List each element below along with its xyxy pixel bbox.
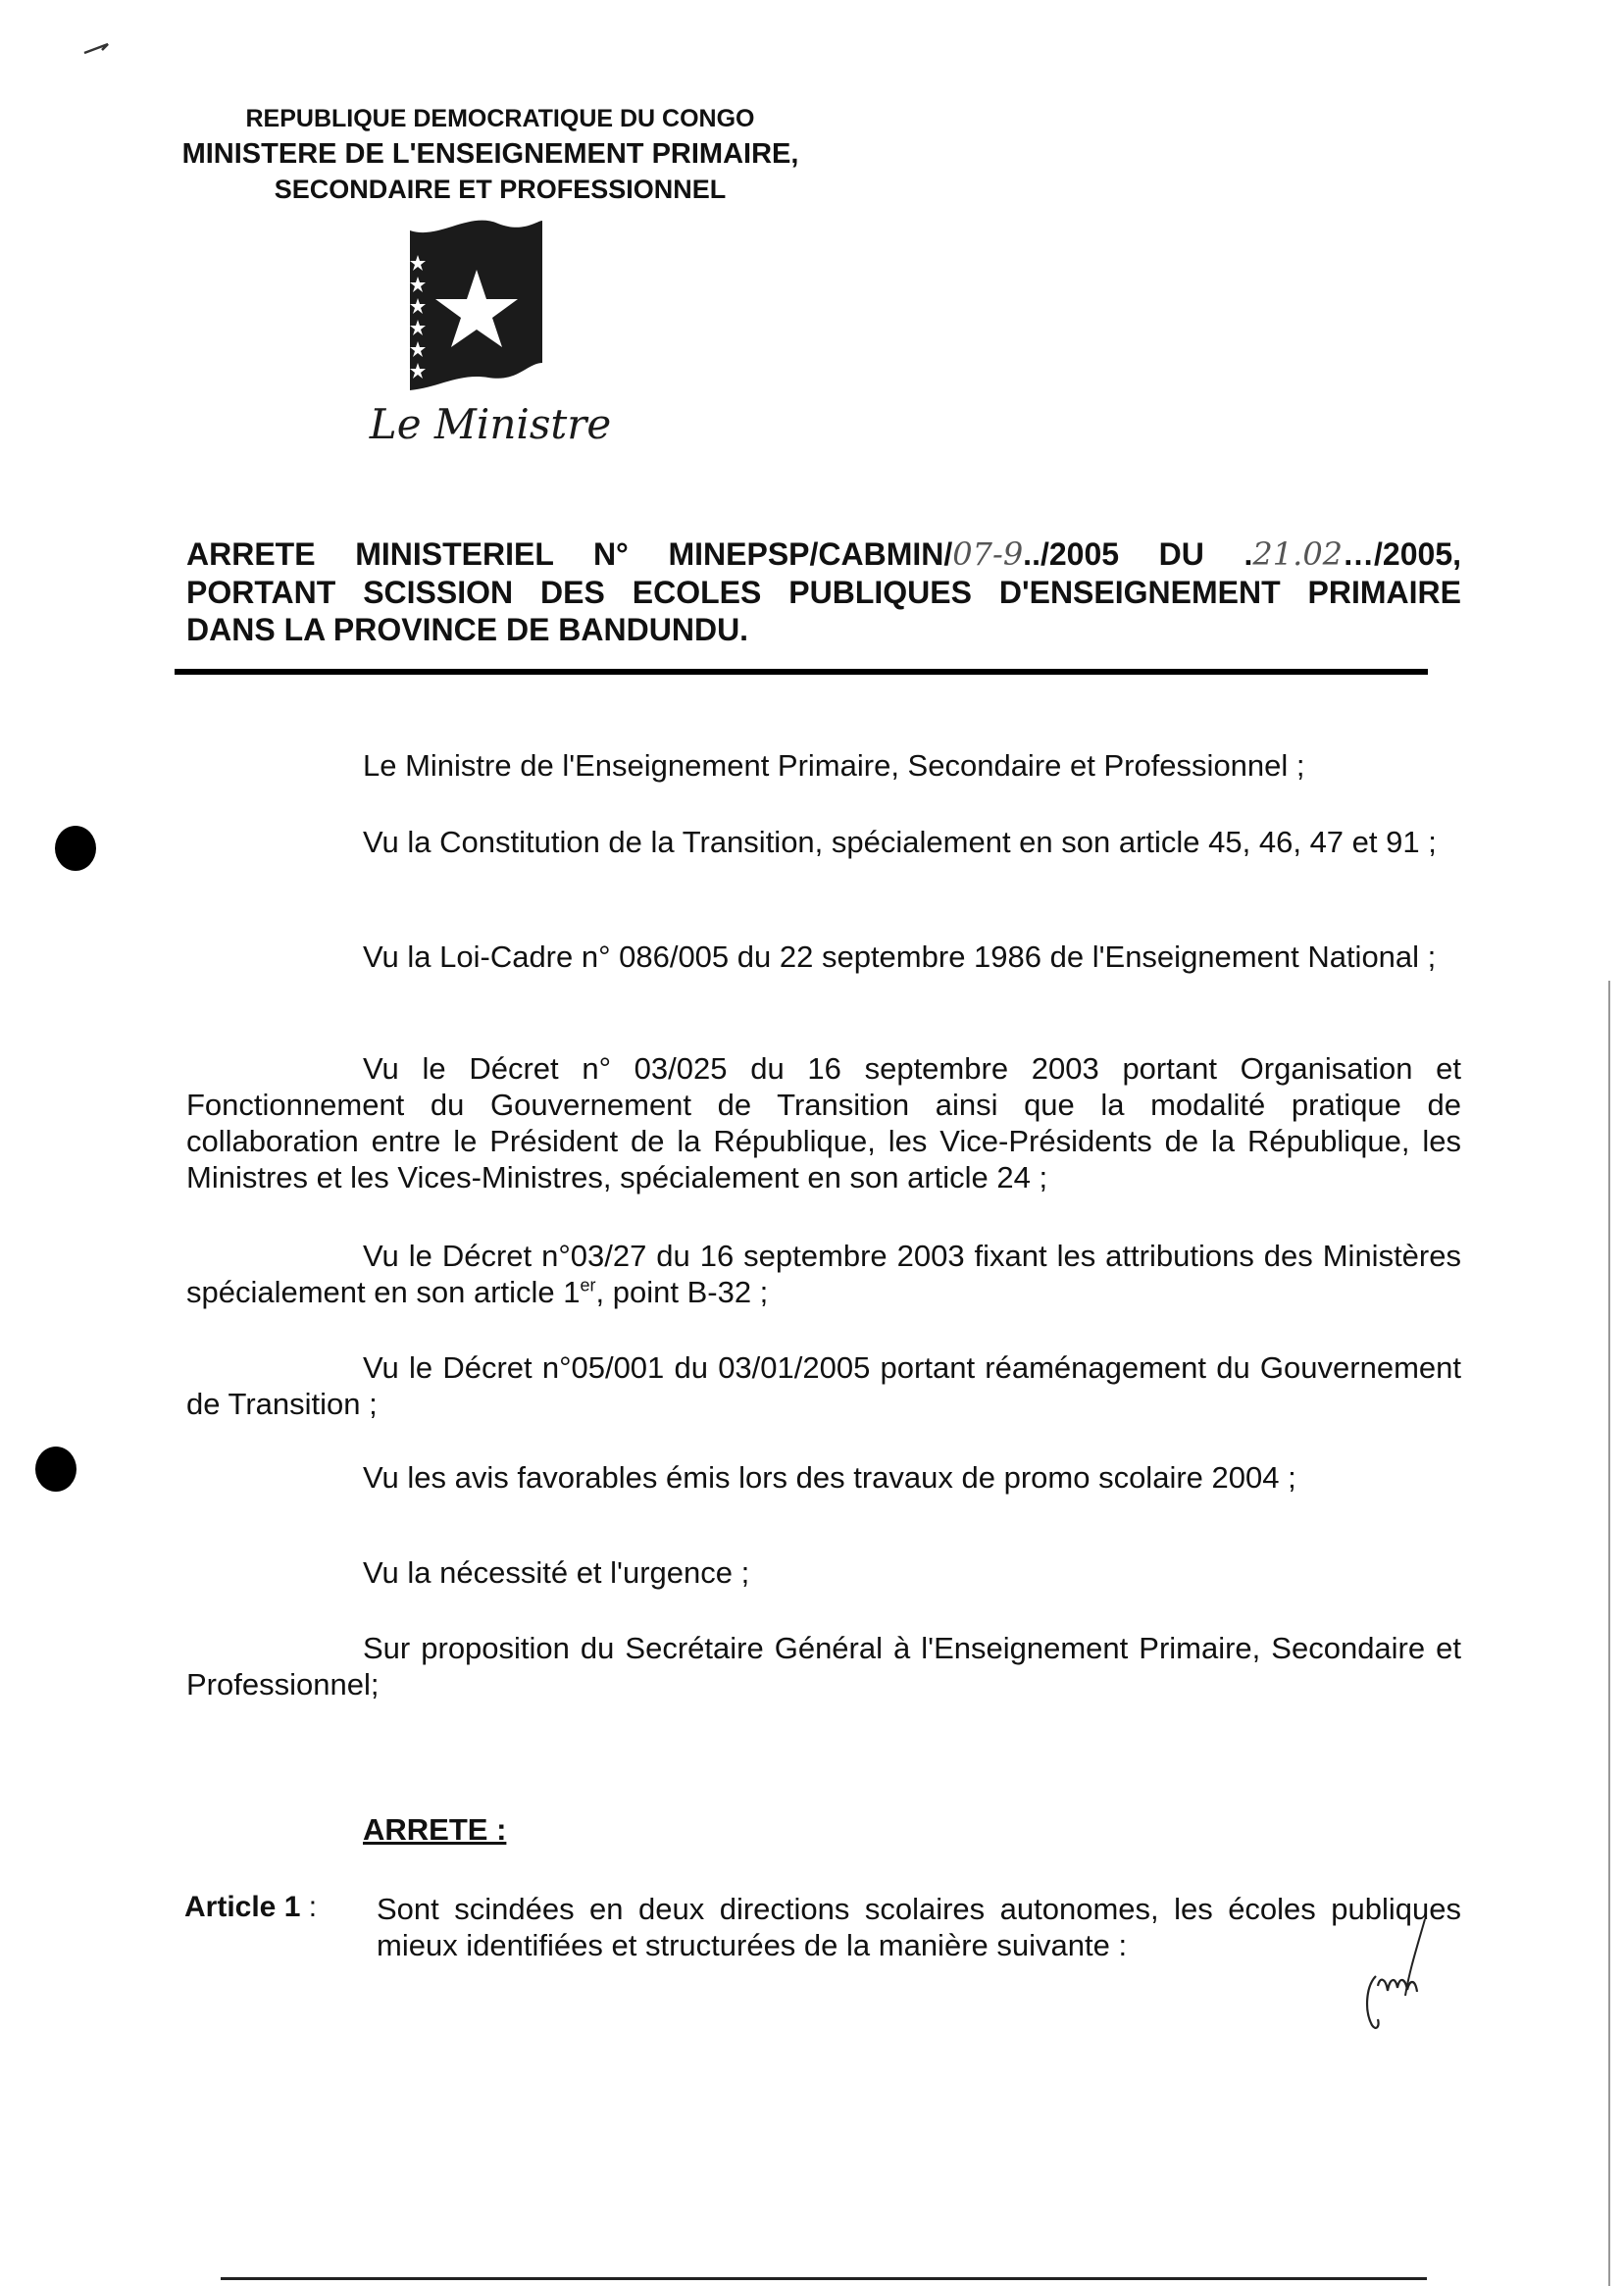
article-1-text: Sont scindées en deux directions scolaires autonomes, les écoles publiques mieux identifiées et structurées de la manière suivante : [377, 1892, 1461, 1962]
punch-hole [55, 826, 96, 871]
minister-title: Le Ministre [369, 400, 612, 448]
paragraph-avis: Vu les avis favorables émis lors des travaux de promo scolaire 2004 ; [363, 1460, 1296, 1495]
decree-title-line2: PORTANT SCISSION DES ECOLES PUBLIQUES D'ENSEIGNEMENT PRIMAIRE [186, 575, 1461, 610]
punch-hole [35, 1447, 76, 1492]
flag-star-emblem-icon [400, 216, 552, 392]
header-ministry-2: SECONDAIRE ET PROFESSIONNEL [274, 175, 727, 204]
paragraph-constitution: Vu la Constitution de la Transition, spécialement en son article 45, 46, 47 et 91 ; [363, 825, 1437, 859]
paragraph-loi-cadre: Vu la Loi-Cadre n° 086/005 du 22 septembre 1986 de l'Enseignement National ; [363, 940, 1437, 974]
paragraph-decret-03-27: Vu le Décret n°03/27 du 16 septembre 2003 fixant les attributions des Ministères spécialement en son article 1er, point B-32 ; [186, 1239, 1461, 1309]
handwritten-initials [1358, 1917, 1437, 2045]
scan-mark [82, 41, 112, 57]
header-country: REPUBLIQUE DEMOCRATIQUE DU CONGO [245, 105, 755, 132]
paragraph-decret-03-025: Vu le Décret n° 03/025 du 16 septembre 2003 portant Organisation et Fonctionnement du Gouvernement de Transition ainsi que la modalité pratique de collaboration entre le Président de la République, les Vice-Présidents de la République, les Ministres et les Vices-Ministres, spécialement en son article 24 ; [186, 1051, 1461, 1194]
handwritten-decree-number: 07-9 [952, 535, 1024, 573]
scan-edge [1608, 981, 1610, 2286]
decree-title-line3: DANS LA PROVINCE DE BANDUNDU. [186, 612, 749, 647]
paragraph-decret-05-001: Vu le Décret n°05/001 du 03/01/2005 portant réaménagement du Gouvernement de Transition ; [186, 1350, 1461, 1421]
handwritten-date: 21.02 [1252, 535, 1344, 573]
page-bottom-rule [221, 2277, 1427, 2280]
paragraph-minister: Le Ministre de l'Enseignement Primaire, Secondaire et Professionnel ; [363, 748, 1305, 783]
article-1-label: Article 1 : [184, 1891, 318, 1923]
paragraph-proposition: Sur proposition du Secrétaire Général à l'Enseignement Primaire, Secondaire et Professionnel; [186, 1631, 1461, 1702]
decree-title-line1: ARRETE MINISTERIEL N° MINEPSP/CABMIN/07-9../2005 DU .21.02…/2005, [186, 535, 1461, 573]
header-ministry: MINISTERE DE L'ENSEIGNEMENT PRIMAIRE, [181, 138, 799, 170]
title-divider [175, 669, 1428, 675]
paragraph-urgence: Vu la nécessité et l'urgence ; [363, 1555, 750, 1590]
arrete-heading: ARRETE : [363, 1812, 507, 1847]
